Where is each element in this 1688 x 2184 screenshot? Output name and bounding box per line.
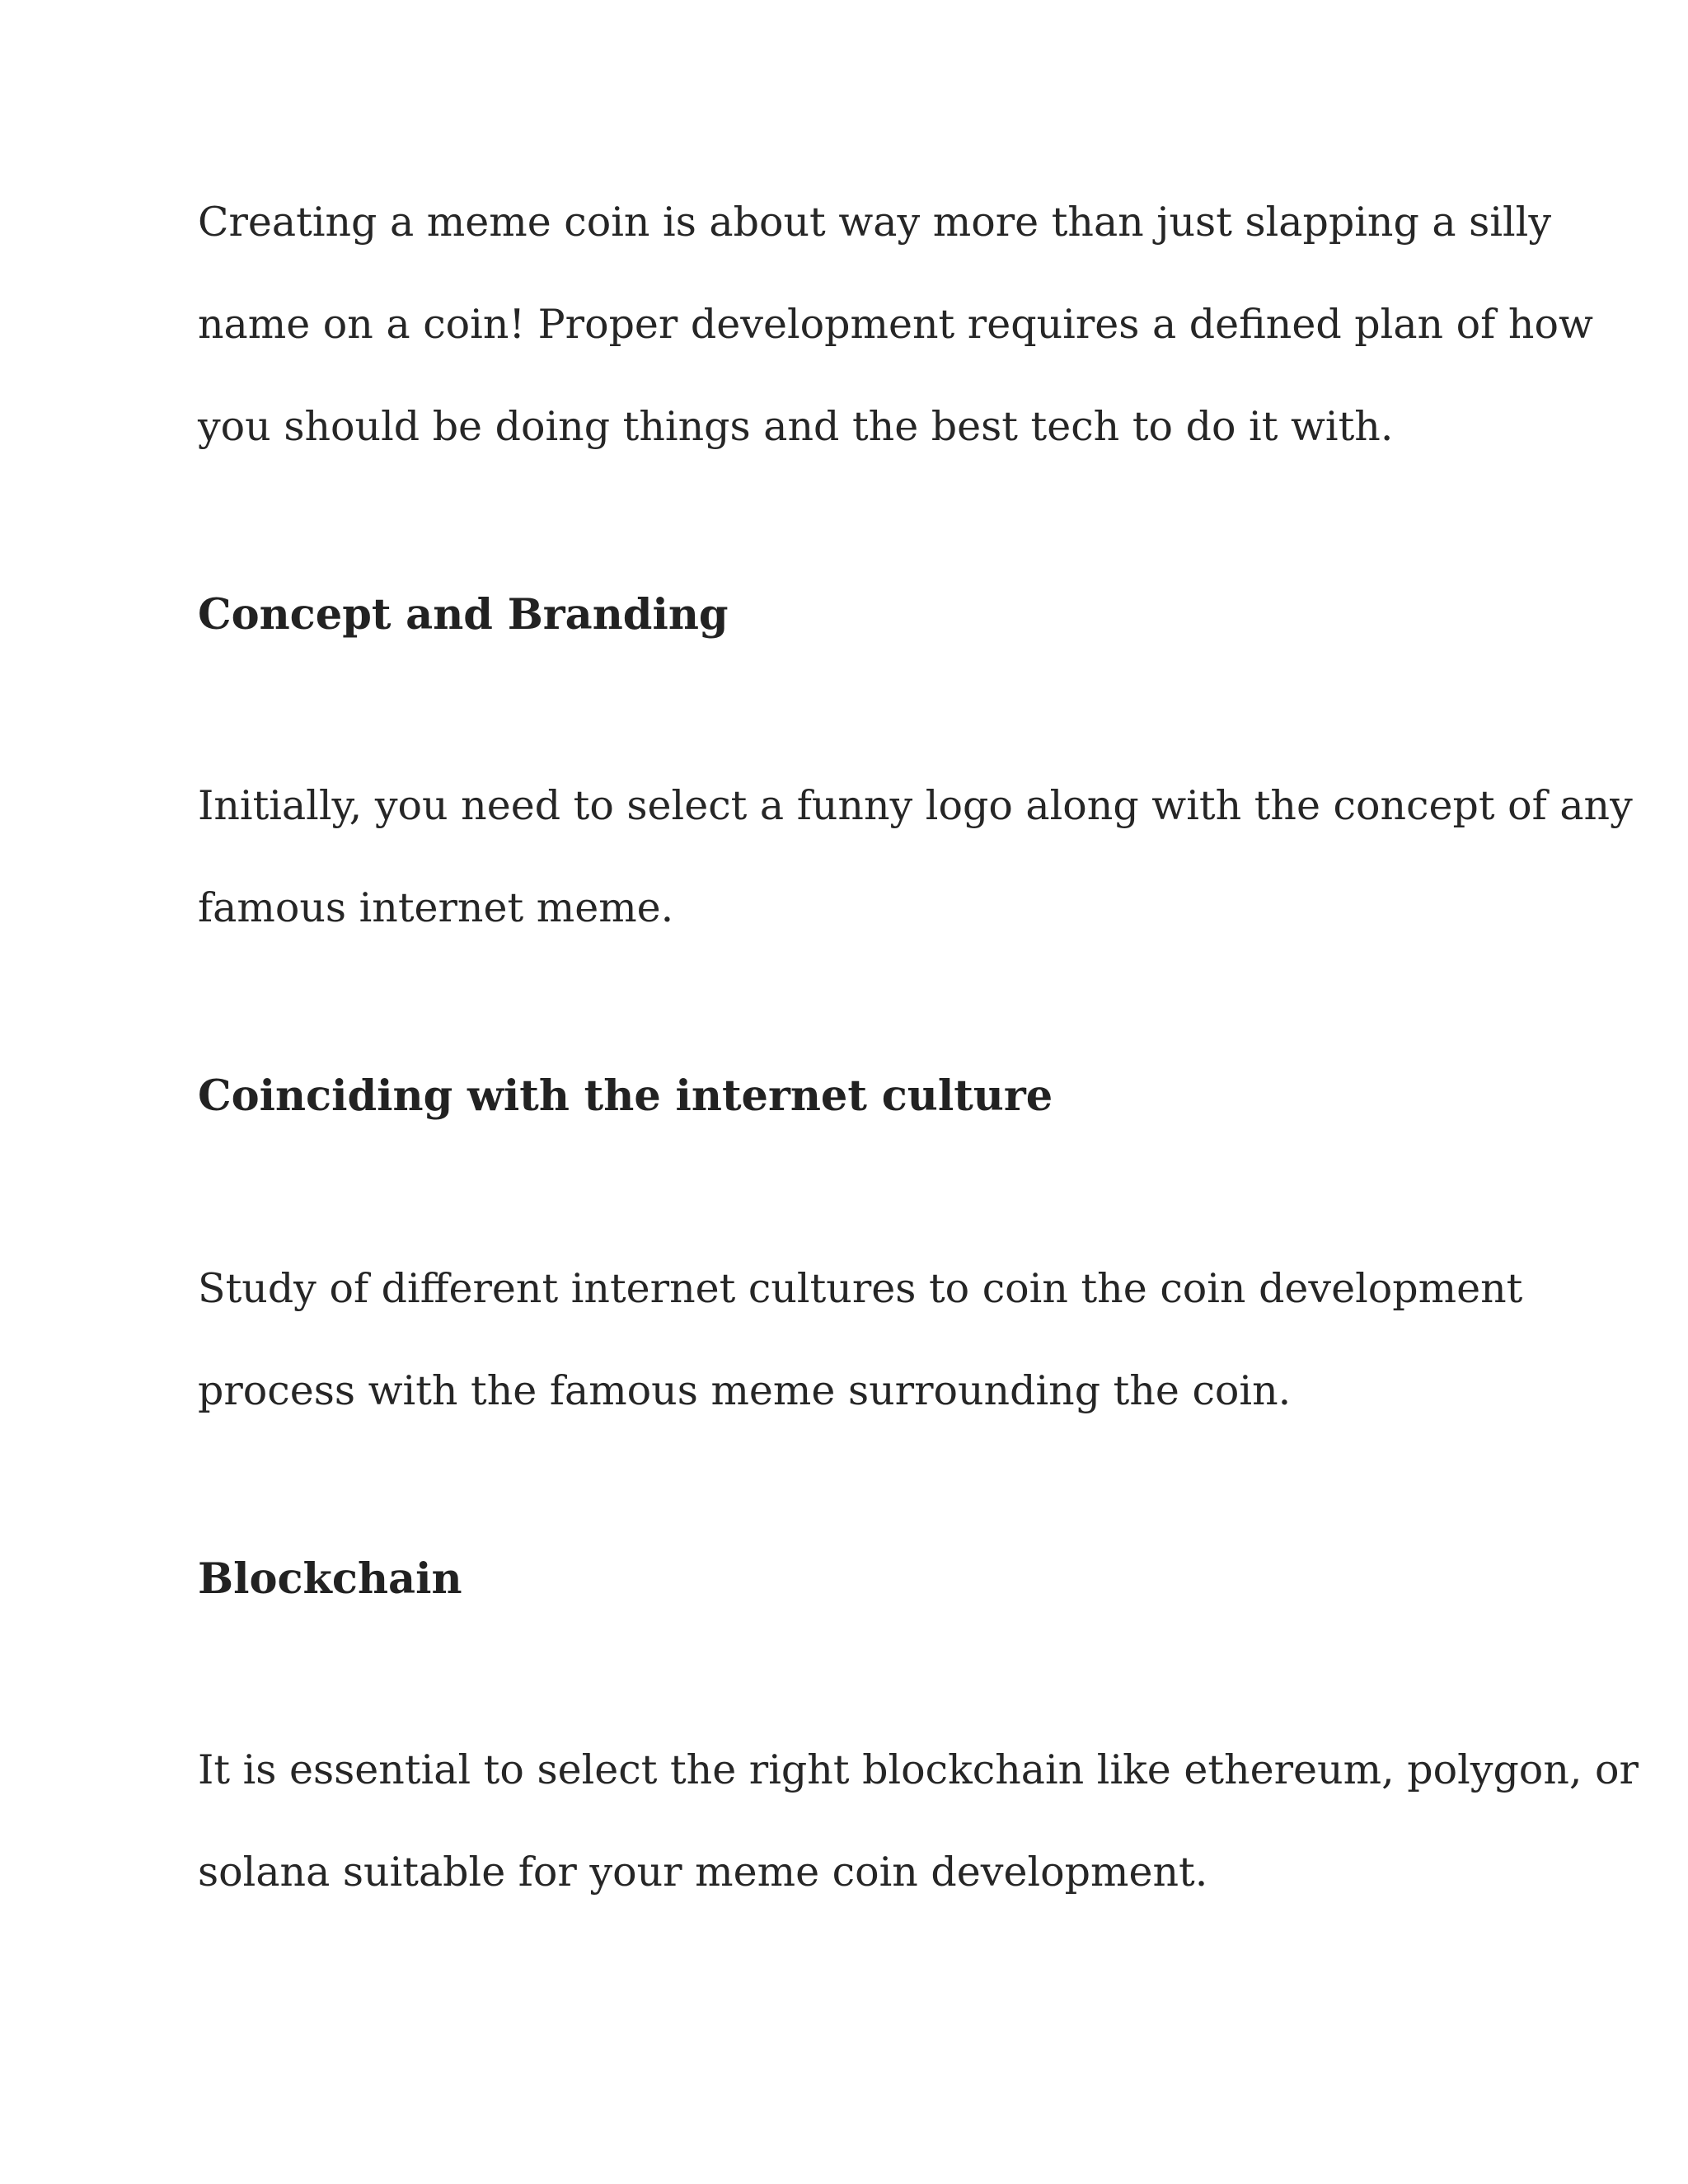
section-heading-concept-and-branding: Concept and Branding xyxy=(198,590,729,640)
paragraph-line: It is essential to select the right blockchain like ethereum, polygon, or xyxy=(198,1746,1639,1793)
paragraph-line: solana suitable for your meme coin development. xyxy=(198,1849,1208,1896)
paragraph-line: name on a coin! Proper development requires a defined plan of how xyxy=(198,301,1593,348)
paragraph-line: process with the famous meme surrounding the coin. xyxy=(198,1367,1292,1414)
section-heading-blockchain: Blockchain xyxy=(198,1554,462,1604)
paragraph-line: famous internet meme. xyxy=(198,884,674,931)
paragraph-line: Creating a meme coin is about way more than just slapping a silly xyxy=(198,199,1552,246)
section-heading-internet-culture: Coinciding with the internet culture xyxy=(198,1071,1053,1121)
paragraph-line: Study of different internet cultures to coin the coin development xyxy=(198,1265,1523,1312)
section-paragraph-concept-and-branding xyxy=(198,755,1633,959)
paragraph-line: Initially, you need to select a funny logo along with the concept of any xyxy=(198,782,1633,829)
section-paragraph-internet-culture xyxy=(198,1238,1558,1442)
paragraph-line: you should be doing things and the best tech to do it with. xyxy=(198,403,1394,450)
section-paragraph-blockchain xyxy=(198,1719,1639,1924)
intro-paragraph xyxy=(198,171,1593,478)
